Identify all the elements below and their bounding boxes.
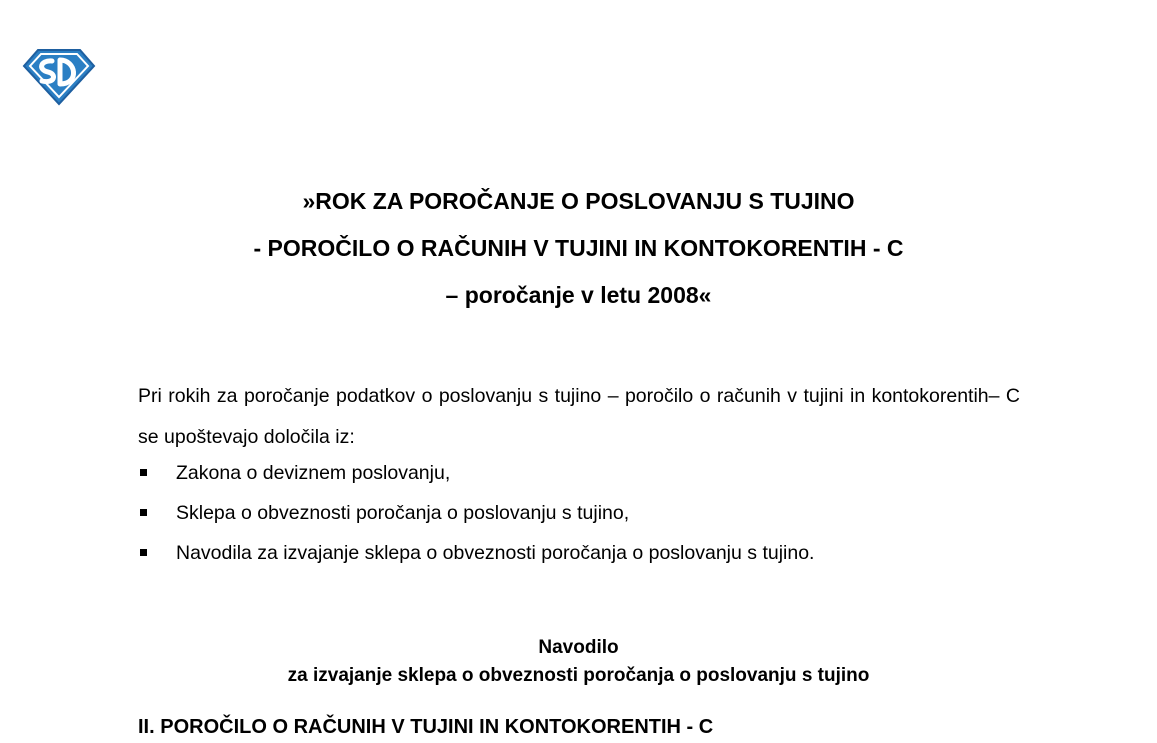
list-item-text: Sklepa o obveznosti poročanja o poslovanju s tujino, xyxy=(176,502,630,524)
title-line-2: - POROČILO O RAČUNIH V TUJINI IN KONTOKORENTIH - C xyxy=(253,235,904,261)
title-line-3: – poročanje v letu 2008« xyxy=(445,282,712,308)
section-title: II. POROČILO O RAČUNIH V TUJINI IN KONTOKORENTIH - C xyxy=(138,716,714,738)
instruction-heading-line-2: za izvajanje sklepa o obveznosti poročanja o poslovanju s tujino xyxy=(287,665,870,686)
title-line-1: »ROK ZA POROČANJE O POSLOVANJU S TUJINO xyxy=(302,188,855,214)
instruction-heading xyxy=(0,634,1157,690)
bullet-square-icon xyxy=(140,469,147,476)
instruction-heading-line-1: Navodilo xyxy=(538,637,619,658)
sd-logo-graphic xyxy=(22,48,96,106)
bullet-square-icon xyxy=(140,549,147,556)
list-item-text: Zakona o deviznem poslovanju, xyxy=(176,462,451,484)
sd-logo xyxy=(22,48,96,106)
regulation-list xyxy=(138,456,1020,576)
list-item-text: Navodila za izvajanje sklepa o obveznosti poročanja o poslovanju s tujino. xyxy=(176,542,815,564)
list-item xyxy=(138,456,1020,496)
bullet-square-icon xyxy=(140,509,147,516)
list-item xyxy=(138,496,1020,536)
document-title xyxy=(0,182,1157,323)
intro-paragraph: Pri rokih za poročanje podatkov o poslovanju s tujino – poročilo o računih v tujini in kontokorentih– C se upoštevajo določila iz: xyxy=(138,385,1020,448)
list-item xyxy=(138,536,1020,576)
